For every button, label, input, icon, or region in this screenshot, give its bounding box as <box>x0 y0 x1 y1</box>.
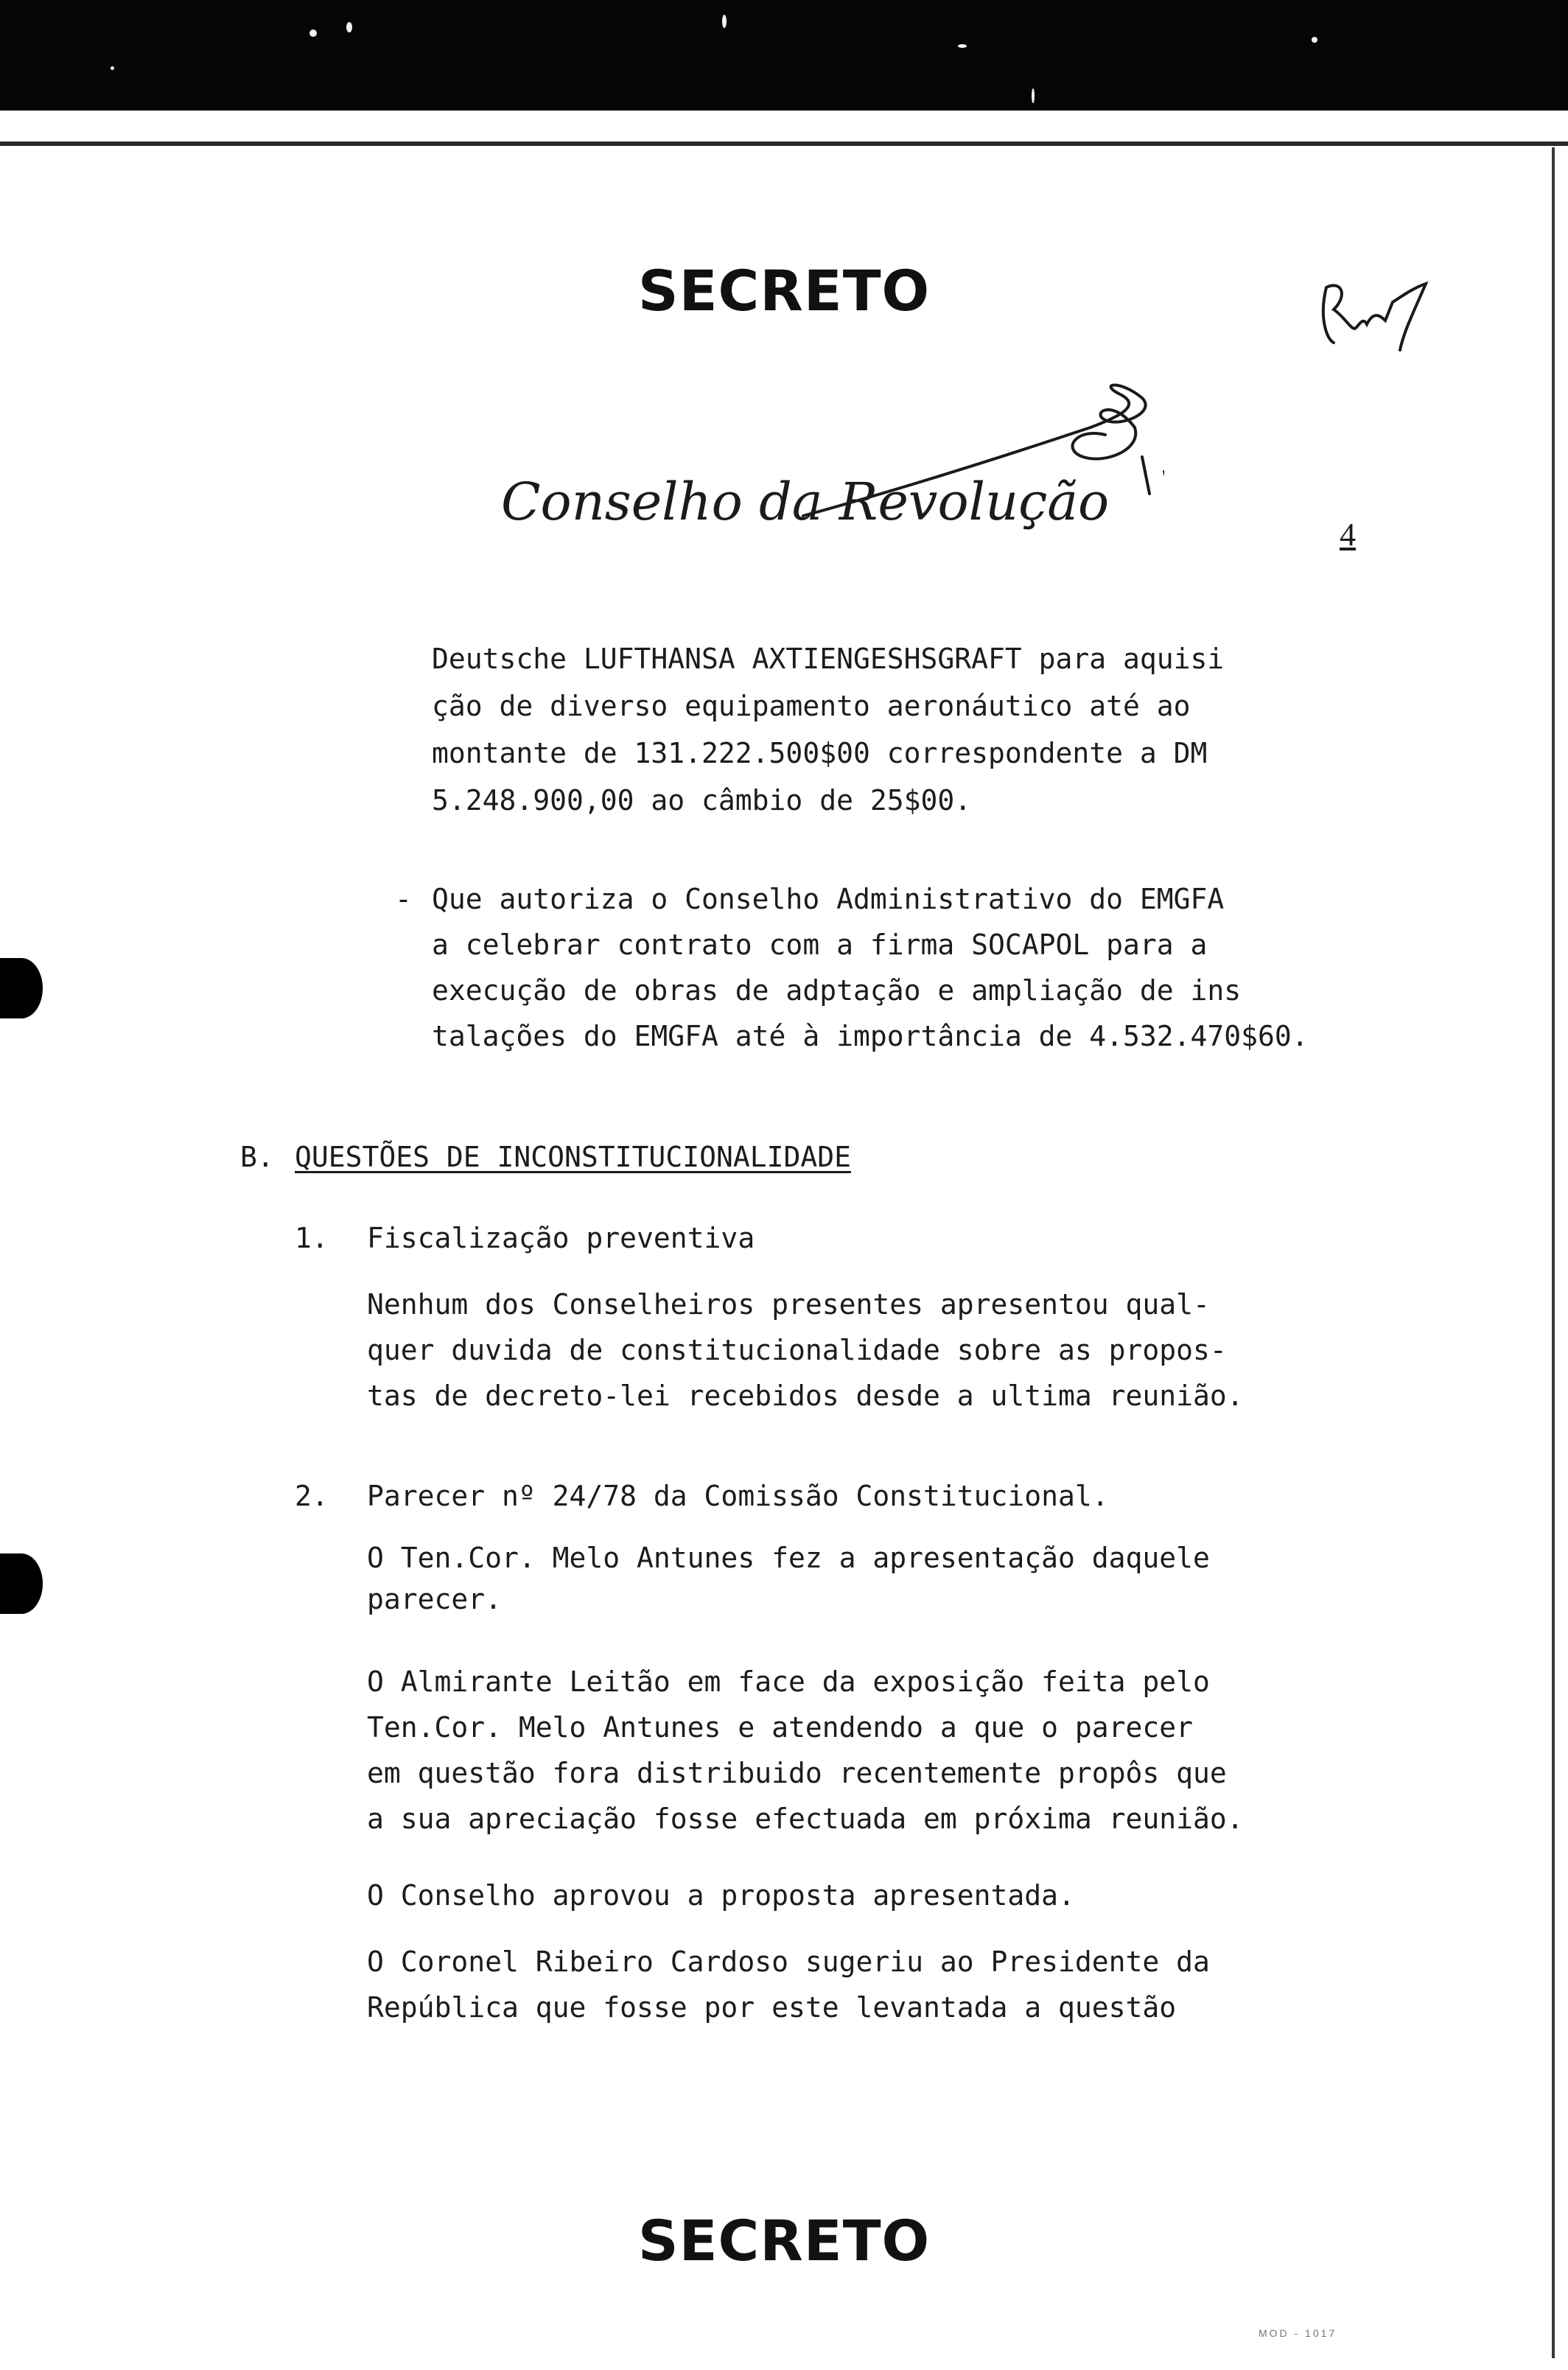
text-line: execução de obras de adptação e ampliação de ins <box>432 974 1242 1007</box>
text-line: 5.248.900,00 ao câmbio de 25$00. <box>432 784 972 817</box>
punch-hole-lower <box>0 1553 43 1614</box>
secret-stamp-top: SECRETO <box>637 258 931 324</box>
section-heading: QUESTÕES DE INCONSTITUCIONALIDADE <box>295 1141 851 1173</box>
text-line: quer duvida de constitucionalidade sobre as propos- <box>367 1334 1227 1366</box>
text-line: talações do EMGFA até à importância de 4.532.470$60. <box>432 1020 1309 1052</box>
text-line: O Almirante Leitão em face da exposição feita pelo <box>367 1665 1210 1698</box>
form-code: MOD - 1017 <box>1259 2327 1337 2339</box>
text-line: a celebrar contrato com a firma SOCAPOL para a <box>432 929 1208 961</box>
text-line: O Coronel Ribeiro Cardoso sugeriu ao Presidente da <box>367 1946 1210 1978</box>
secret-stamp-bottom: SECRETO <box>637 2208 931 2273</box>
item-title: Fiscalização preventiva <box>367 1222 755 1254</box>
text-line: em questão fora distribuido recentemente propôs que <box>367 1757 1227 1789</box>
text-line: O Ten.Cor. Melo Antunes fez a apresentação daquele <box>367 1542 1210 1574</box>
text-line: parecer. <box>367 1583 503 1615</box>
item-number: 2. <box>295 1480 329 1512</box>
bullet-marker: - <box>395 883 412 915</box>
text-line: Deutsche LUFTHANSA AXTIENGESHSGRAFT para aquisi <box>432 643 1225 675</box>
text-line: Que autoriza o Conselho Administrativo do EMGFA <box>432 883 1225 915</box>
letterhead-conselho-da-revolucao: Conselho da Revolução <box>501 472 1110 532</box>
scan-dark-border <box>0 0 1568 111</box>
text-line: tas de decreto-lei recebidos desde a ultima reunião. <box>367 1380 1244 1412</box>
text-line: ção de diverso equipamento aeronáutico até ao <box>432 690 1191 722</box>
text-line: República que fosse por este levantada a questão <box>367 1991 1177 2024</box>
item-number: 1. <box>295 1222 329 1254</box>
punch-hole-upper <box>0 958 43 1018</box>
text-line: Nenhum dos Conselheiros presentes apresentou qual- <box>367 1288 1210 1321</box>
text-line: Ten.Cor. Melo Antunes e atendendo a que o parecer <box>367 1711 1194 1744</box>
item-title: Parecer nº 24/78 da Comissão Constitucional. <box>367 1480 1109 1512</box>
text-line: O Conselho aprovou a proposta apresentada. <box>367 1879 1075 1912</box>
page-number: 4 <box>1340 517 1356 553</box>
text-line: montante de 131.222.500$00 correspondente a DM <box>432 737 1208 769</box>
text-line: a sua apreciação fosse efectuada em próxima reunião. <box>367 1803 1244 1835</box>
scan-rule-line <box>0 141 1568 146</box>
section-letter: B. <box>240 1141 274 1173</box>
initials-signature <box>1312 273 1429 354</box>
scan-right-edge <box>1552 147 1555 2358</box>
